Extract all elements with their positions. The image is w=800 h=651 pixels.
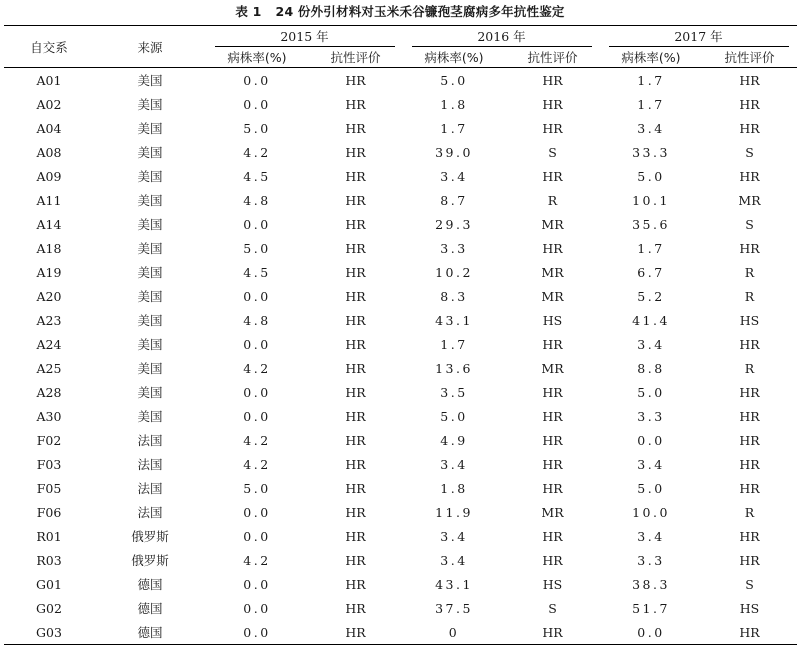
cell-rate-2015: 0.0 [243,576,271,592]
cell-eval-2016: HR [542,432,563,448]
cell-rate-2016: 8.7 [440,192,468,208]
cell-rate-2016: 1.8 [440,480,468,496]
cell-rate-2015: 0.0 [243,624,271,640]
cell-rate-2017: 41.4 [632,312,670,328]
table-row [4,620,797,645]
cell-eval-2015: HR [345,240,366,256]
table-row [4,68,797,93]
cell-inbred-line: A04 [36,120,62,136]
cell-rate-2015: 0.0 [243,288,271,304]
cell-source: 美国 [137,361,163,376]
table-title: 24 份外引材料对玉米禾谷镰孢茎腐病多年抗性鉴定 [275,4,565,19]
cell-eval-2015: HR [345,192,366,208]
cell-eval-2016: MR [541,360,564,376]
cell-source: 美国 [137,265,163,280]
cell-eval-2016: S [548,144,557,160]
cell-rate-2015: 0.0 [243,72,271,88]
cell-rate-2015: 0.0 [243,336,271,352]
cell-rate-2015: 4.2 [243,360,271,376]
cell-rate-2017: 51.7 [632,600,670,616]
cell-source: 法国 [137,505,163,520]
cell-rate-2017: 38.3 [632,576,670,592]
cell-inbred-line: A20 [36,288,62,304]
table-row [4,524,797,548]
header-rate-2017: 病株率(%) [621,50,681,65]
cell-rate-2017: 1.7 [637,72,665,88]
cell-rate-2015: 4.2 [243,552,271,568]
cell-source: 法国 [137,457,163,472]
cell-rate-2017: 5.0 [637,384,665,400]
table-row [4,500,797,524]
cell-source: 德国 [137,625,163,640]
cell-source: 美国 [137,409,163,424]
header-year-2015: 2015 年 [206,26,403,48]
cell-eval-2015: HR [345,408,366,424]
cell-eval-2016: HR [542,96,563,112]
cell-eval-2017: HR [739,96,760,112]
cell-source: 德国 [137,601,163,616]
cell-eval-2015: HR [345,96,366,112]
cell-source: 美国 [137,97,163,112]
cell-inbred-line: G03 [36,624,62,640]
cell-rate-2015: 4.8 [243,192,271,208]
cell-source: 美国 [137,169,163,184]
cell-eval-2015: HR [345,624,366,640]
cell-rate-2017: 3.4 [637,528,665,544]
cell-eval-2016: HR [542,624,563,640]
cell-eval-2016: HR [542,552,563,568]
cell-rate-2017: 10.0 [632,504,670,520]
cell-rate-2017: 0.0 [637,624,665,640]
cell-rate-2016: 10.2 [435,264,473,280]
cell-rate-2017: 6.7 [637,264,665,280]
cell-eval-2017: S [745,144,754,160]
table-caption [0,2,800,22]
cell-eval-2016: S [548,600,557,616]
cell-eval-2015: HR [345,288,366,304]
cell-eval-2015: HR [345,504,366,520]
table-row [4,92,797,116]
cell-source: 美国 [137,217,163,232]
cell-rate-2016: 4.9 [440,432,468,448]
cell-rate-2016: 3.4 [440,456,468,472]
cell-inbred-line: G02 [36,600,62,616]
cell-rate-2016: 43.1 [435,576,473,592]
cell-eval-2016: HS [542,576,563,592]
cell-inbred-line: G01 [36,576,62,592]
cell-rate-2015: 0.0 [243,408,271,424]
cell-inbred-line: A25 [36,360,62,376]
cell-rate-2017: 5.0 [637,480,665,496]
cell-rate-2016: 8.3 [440,288,468,304]
table-row [4,572,797,596]
cell-eval-2016: HR [542,168,563,184]
cell-rate-2016: 1.8 [440,96,468,112]
cell-source: 美国 [137,241,163,256]
cell-eval-2017: HR [739,624,760,640]
cell-rate-2016: 0 [448,624,460,640]
cell-eval-2017: HR [739,456,760,472]
cell-inbred-line: F05 [36,480,62,496]
header-eval-2017: 抗性评价 [724,50,775,65]
header-year-2017: 2017 年 [600,26,797,48]
cell-rate-2017: 1.7 [637,96,665,112]
cell-eval-2015: HR [345,216,366,232]
cell-rate-2016: 29.3 [435,216,473,232]
table-row [4,428,797,452]
cell-eval-2016: HR [542,456,563,472]
cell-eval-2016: HR [542,528,563,544]
cell-rate-2017: 10.1 [632,192,670,208]
cell-rate-2016: 37.5 [435,600,473,616]
cell-eval-2017: R [744,288,755,304]
cell-rate-2015: 5.0 [243,120,271,136]
cell-source: 俄罗斯 [131,529,169,544]
cell-rate-2017: 33.3 [632,144,670,160]
cell-rate-2017: 3.4 [637,456,665,472]
cell-source: 俄罗斯 [131,553,169,568]
header-year-2016: 2016 年 [403,26,600,48]
cell-inbred-line: A01 [36,72,62,88]
cell-inbred-line: R01 [36,528,62,544]
table-row [4,548,797,572]
header-inbred-line: 自交系 [30,39,68,55]
cell-rate-2017: 8.8 [637,360,665,376]
cell-eval-2015: HR [345,552,366,568]
cell-rate-2016: 43.1 [435,312,473,328]
cell-inbred-line: A09 [36,168,62,184]
cell-rate-2015: 4.2 [243,432,271,448]
cell-eval-2015: HR [345,144,366,160]
cell-eval-2016: HR [542,384,563,400]
cell-eval-2016: MR [541,288,564,304]
cell-eval-2015: HR [345,456,366,472]
cell-rate-2016: 39.0 [435,144,473,160]
cell-eval-2017: HS [739,312,760,328]
cell-rate-2017: 3.3 [637,552,665,568]
cell-eval-2016: HR [542,480,563,496]
cell-source: 美国 [137,121,163,136]
cell-rate-2015: 0.0 [243,96,271,112]
cell-eval-2017: HR [739,168,760,184]
cell-rate-2016: 3.5 [440,384,468,400]
cell-eval-2016: HS [542,312,563,328]
cell-eval-2016: HR [542,72,563,88]
cell-eval-2015: HR [345,384,366,400]
cell-inbred-line: R03 [36,552,62,568]
cell-rate-2015: 0.0 [243,216,271,232]
resistance-table [4,25,797,645]
cell-eval-2015: HR [345,360,366,376]
cell-source: 美国 [137,73,163,88]
cell-rate-2016: 5.0 [440,72,468,88]
cell-inbred-line: A30 [36,408,62,424]
cell-eval-2017: HS [739,600,760,616]
cell-rate-2016: 3.4 [440,168,468,184]
cell-source: 法国 [137,433,163,448]
table-body [4,68,797,645]
cell-eval-2015: HR [345,576,366,592]
cell-rate-2015: 0.0 [243,600,271,616]
cell-eval-2017: R [744,360,755,376]
cell-source: 德国 [137,577,163,592]
cell-rate-2016: 3.4 [440,528,468,544]
cell-eval-2017: HR [739,528,760,544]
cell-source: 美国 [137,385,163,400]
header-rate-2016: 病株率(%) [424,50,484,65]
cell-rate-2017: 3.4 [637,120,665,136]
table-row [4,596,797,620]
cell-rate-2016: 13.6 [435,360,473,376]
table-row [4,236,797,260]
cell-eval-2015: HR [345,528,366,544]
cell-eval-2016: MR [541,264,564,280]
cell-eval-2016: HR [542,408,563,424]
table-row [4,164,797,188]
cell-eval-2017: HR [739,480,760,496]
cell-eval-2016: MR [541,216,564,232]
cell-rate-2017: 3.3 [637,408,665,424]
cell-eval-2017: MR [738,192,761,208]
cell-eval-2015: HR [345,72,366,88]
header-eval-2015: 抗性评价 [330,50,381,65]
cell-rate-2017: 5.2 [637,288,665,304]
table-number: 表 1 [235,4,262,19]
cell-inbred-line: A28 [36,384,62,400]
cell-eval-2016: R [547,192,558,208]
cell-eval-2017: R [744,264,755,280]
cell-eval-2015: HR [345,120,366,136]
cell-rate-2017: 0.0 [637,432,665,448]
table-row [4,188,797,212]
cell-eval-2015: HR [345,432,366,448]
table-header [4,26,797,68]
cell-eval-2016: MR [541,504,564,520]
table-row [4,140,797,164]
cell-eval-2015: HR [345,312,366,328]
cell-rate-2016: 1.7 [440,336,468,352]
cell-rate-2017: 1.7 [637,240,665,256]
table-row [4,308,797,332]
cell-eval-2017: HR [739,120,760,136]
cell-rate-2016: 3.4 [440,552,468,568]
cell-inbred-line: F02 [36,432,62,448]
cell-eval-2015: HR [345,480,366,496]
cell-rate-2017: 3.4 [637,336,665,352]
cell-rate-2015: 4.5 [243,168,271,184]
table-row [4,380,797,404]
cell-rate-2017: 5.0 [637,168,665,184]
cell-source: 法国 [137,481,163,496]
cell-inbred-line: F03 [36,456,62,472]
cell-eval-2016: HR [542,120,563,136]
cell-eval-2017: HR [739,432,760,448]
cell-rate-2015: 0.0 [243,528,271,544]
cell-rate-2015: 4.2 [243,144,271,160]
table-row [4,476,797,500]
cell-inbred-line: A24 [36,336,62,352]
cell-eval-2015: HR [345,168,366,184]
table-row [4,260,797,284]
cell-eval-2017: HR [739,408,760,424]
cell-source: 美国 [137,289,163,304]
cell-eval-2017: HR [739,552,760,568]
cell-inbred-line: F06 [36,504,62,520]
cell-eval-2015: HR [345,336,366,352]
header-eval-2016: 抗性评价 [527,50,578,65]
cell-rate-2015: 5.0 [243,480,271,496]
cell-eval-2017: HR [739,240,760,256]
table-row [4,356,797,380]
cell-rate-2016: 1.7 [440,120,468,136]
cell-rate-2015: 0.0 [243,384,271,400]
cell-eval-2017: S [745,216,754,232]
cell-rate-2015: 5.0 [243,240,271,256]
cell-inbred-line: A14 [36,216,62,232]
cell-eval-2016: HR [542,240,563,256]
header-rate-2015: 病株率(%) [227,50,287,65]
table-row [4,452,797,476]
cell-rate-2015: 4.8 [243,312,271,328]
cell-eval-2017: S [745,576,754,592]
table-row [4,116,797,140]
table-row [4,212,797,236]
cell-inbred-line: A11 [36,192,62,208]
cell-rate-2016: 11.9 [435,504,473,520]
cell-rate-2017: 35.6 [632,216,670,232]
cell-rate-2015: 0.0 [243,504,271,520]
cell-eval-2017: R [744,504,755,520]
cell-inbred-line: A02 [36,96,62,112]
cell-eval-2017: HR [739,384,760,400]
cell-rate-2016: 5.0 [440,408,468,424]
cell-inbred-line: A23 [36,312,62,328]
cell-source: 美国 [137,337,163,352]
cell-inbred-line: A08 [36,144,62,160]
cell-source: 美国 [137,145,163,160]
cell-eval-2015: HR [345,600,366,616]
cell-source: 美国 [137,193,163,208]
cell-eval-2016: HR [542,336,563,352]
cell-source: 美国 [137,313,163,328]
header-source: 来源 [137,39,163,55]
cell-eval-2015: HR [345,264,366,280]
cell-eval-2017: HR [739,336,760,352]
table-row [4,284,797,308]
table-row [4,332,797,356]
table-row [4,404,797,428]
cell-inbred-line: A19 [36,264,62,280]
cell-rate-2016: 3.3 [440,240,468,256]
cell-rate-2015: 4.2 [243,456,271,472]
cell-inbred-line: A18 [36,240,62,256]
cell-rate-2015: 4.5 [243,264,271,280]
cell-eval-2017: HR [739,72,760,88]
